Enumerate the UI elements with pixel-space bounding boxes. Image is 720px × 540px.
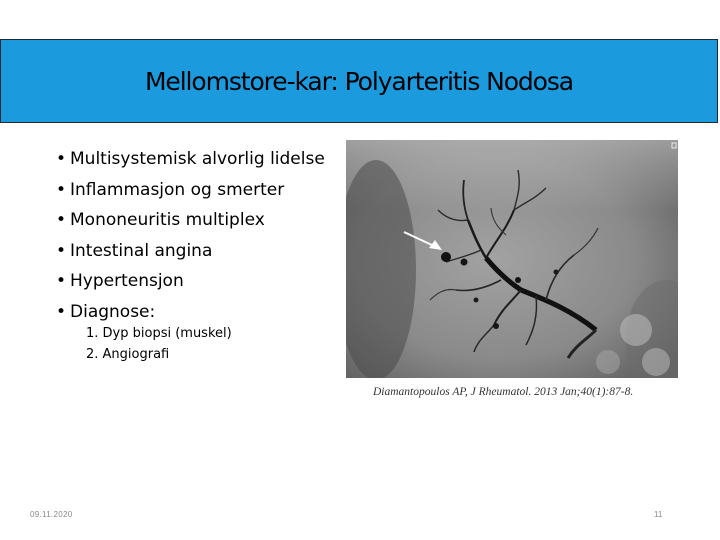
angiography-image	[346, 140, 678, 378]
bullet-text: Diagnose:	[70, 301, 156, 322]
bullet-list	[56, 144, 325, 327]
bullet-dot: •	[56, 240, 67, 261]
diagnosis-item: 2. Angiografi	[86, 347, 170, 362]
title-bar	[0, 39, 718, 123]
bullet-text: Mononeuritis multiplex	[70, 210, 265, 230]
bullet-text: Inflammasjon og smerter	[70, 179, 285, 200]
diagnosis-sublist	[86, 323, 232, 365]
footer-date: 09.11.2020	[30, 510, 73, 519]
bullet-dot: •	[56, 149, 67, 169]
bullet-item	[56, 236, 325, 267]
diagnosis-item: 1. Dyp biopsi (muskel)	[86, 326, 232, 341]
bullet-dot: •	[56, 301, 67, 322]
bullet-dot: •	[56, 210, 67, 230]
page-number: 11	[654, 510, 663, 519]
bullet-item	[56, 205, 325, 236]
bullet-item	[56, 266, 325, 297]
bullet-text: Hypertensjon	[70, 271, 184, 291]
bullet-text: Multisystemisk alvorlig lidelse	[70, 149, 325, 169]
bullet-dot: •	[56, 271, 67, 291]
bullet-dot: •	[56, 179, 67, 200]
image-caption: Diamantopoulos AP, J Rheumatol. 2013 Jan;40(1):87-8.	[373, 386, 634, 398]
bullet-item	[56, 144, 325, 175]
bullet-text: Intestinal angina	[70, 240, 213, 261]
slide-title: Mellomstore-kar: Polyarteritis Nodosa	[144, 66, 574, 96]
bullet-item	[56, 175, 325, 206]
